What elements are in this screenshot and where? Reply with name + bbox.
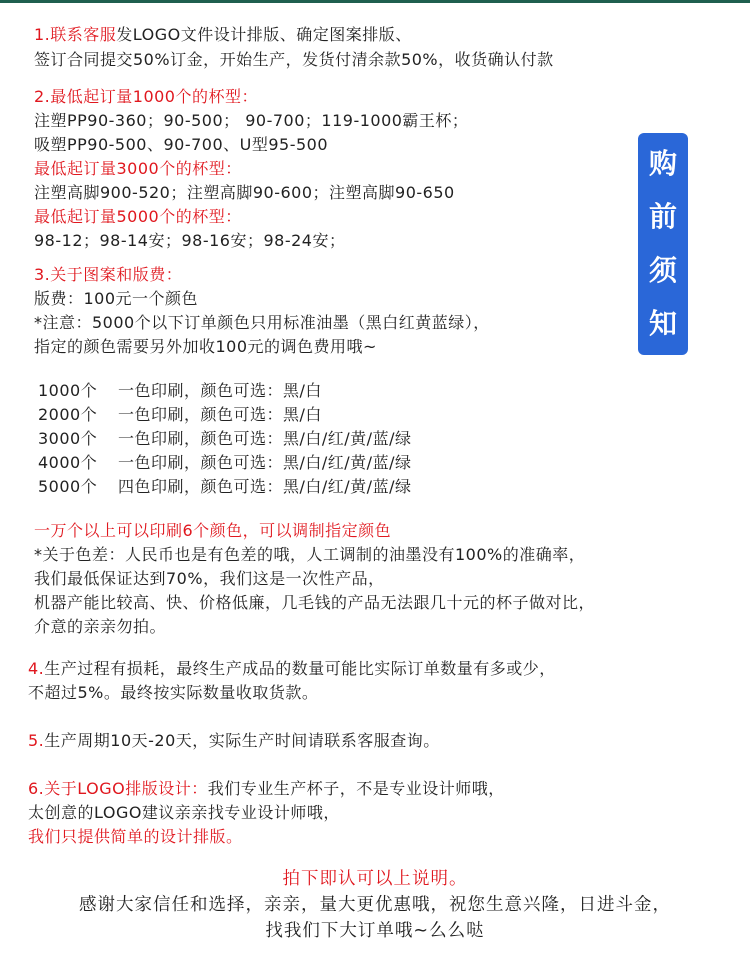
section2-line3: 注塑高脚900-520；注塑高脚90-600；注塑高脚90-650 (34, 183, 455, 202)
section6-line1-text: 我们专业生产杯子，不是专业设计师哦， (207, 779, 505, 798)
footer-line1: 拍下即认可以上说明。 (282, 869, 468, 889)
table-row (38, 380, 322, 402)
table-row (38, 452, 411, 474)
section1-line2: 签订合同提交50%订金，开始生产，发货付清余款50%，收货确认付款 (34, 50, 554, 69)
section6-line1 (28, 778, 505, 800)
section2-line1: 注塑PP90-360；90-500； 90-700；119-1000霸王杯； (34, 111, 469, 130)
color-note-heading: 一万个以上可以印刷6个颜色，可以调制指定颜色 (34, 521, 392, 540)
section1-number: 1. (34, 25, 51, 44)
badge-char: 知 (648, 307, 677, 341)
section4-line2: 不超过5%。最终按实际数量收取货款。 (28, 683, 319, 702)
section2-line4: 98-12；98-14安；98-16安；98-24安； (34, 231, 346, 250)
table-qty: 3000个 (38, 429, 98, 448)
contact-service-link[interactable]: 联系客服 (50, 25, 117, 44)
table-qty: 1000个 (38, 381, 98, 400)
section1-line1-text: 发LOGO文件设计排版、确定图案排版、 (116, 25, 412, 44)
table-row (38, 428, 411, 450)
section3-note2: 指定的颜色需要另外加收100元的调色费用哦~ (34, 337, 377, 356)
section3-heading: 3.关于图案和版费： (34, 265, 183, 284)
table-mode: 一色印刷，颜色可选：黑/白 (118, 405, 322, 424)
table-qty: 5000个 (38, 477, 98, 496)
footer-line3: 找我们下大订单哦~么么哒 (265, 921, 485, 941)
section2-heading-3000: 最低起订量3000个的杯型： (34, 159, 242, 178)
section5-text: 生产周期10天-20天，实际生产时间请联系客服查询。 (44, 731, 440, 750)
color-note-line4: 介意的亲亲勿拍。 (34, 617, 167, 636)
section1-line1 (34, 24, 412, 46)
footer-line2: 感谢大家信任和选择，亲亲，量大更优惠哦，祝您生意兴隆，日进斗金， (79, 895, 671, 915)
section2-heading-5000: 最低起订量5000个的杯型： (34, 207, 242, 226)
section5-line (28, 730, 440, 752)
section3-note1: *注意：5000个以下订单颜色只用标准油墨（黑白红黄蓝绿）， (34, 313, 490, 332)
purchase-notice-badge (638, 133, 688, 355)
section6-heading: 6.关于LOGO排版设计： (28, 779, 208, 798)
section5-number: 5. (28, 731, 45, 750)
table-qty: 4000个 (38, 453, 98, 472)
table-mode: 四色印刷，颜色可选：黑/白/红/黄/蓝/绿 (118, 477, 412, 496)
table-mode: 一色印刷，颜色可选：黑/白/红/黄/蓝/绿 (118, 453, 412, 472)
badge-char: 须 (648, 253, 677, 287)
top-rule (0, 0, 750, 3)
section4-number: 4. (28, 659, 45, 678)
color-note-line3: 机器产能比较高、快、价格低廉，几毛钱的产品无法跟几十元的杯子做对比， (34, 593, 596, 612)
table-mode: 一色印刷，颜色可选：黑/白 (118, 381, 322, 400)
section4-line1 (28, 658, 556, 680)
table-row (38, 476, 411, 498)
badge-char: 购 (648, 146, 677, 180)
section6-line3: 我们只提供简单的设计排版。 (28, 827, 243, 846)
table-row (38, 404, 322, 426)
section6-line2: 太创意的LOGO建议亲亲找专业设计师哦， (28, 803, 340, 822)
section4-line1-text: 生产过程有损耗，最终生产成品的数量可能比实际订单数量有多或少， (44, 659, 556, 678)
table-mode: 一色印刷，颜色可选：黑/白/红/黄/蓝/绿 (118, 429, 412, 448)
color-note-line2: 我们最低保证达到70%，我们这是一次性产品， (34, 569, 385, 588)
table-qty: 2000个 (38, 405, 98, 424)
section3-fee: 版费：100元一个颜色 (34, 289, 199, 308)
section2-line2: 吸塑PP90-500、90-700、U型95-500 (34, 135, 329, 154)
section2-heading-1000: 2.最低起订量1000个的杯型： (34, 87, 258, 106)
color-note-line1: *关于色差：人民币也是有色差的哦，人工调制的油墨没有100%的准确率， (34, 545, 586, 564)
badge-char: 前 (648, 200, 677, 234)
